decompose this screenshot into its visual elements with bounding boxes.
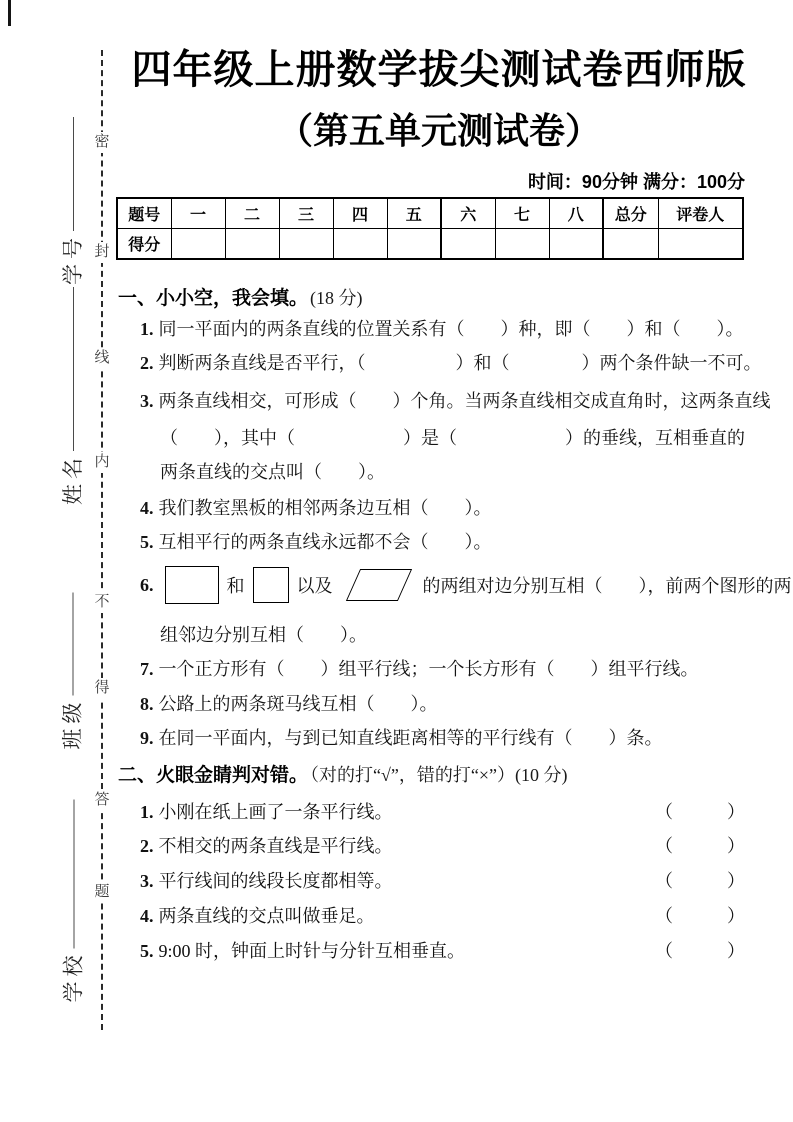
true-false-item-1: 1. 小刚在纸上画了一条平行线。 （ ）: [140, 799, 745, 825]
question-line-9: 9. 在同一平面内，与到已知直线距离相等的平行线有（ ）条。: [140, 728, 663, 748]
question-line-6b: 组邻边分别互相（ ）。: [160, 625, 367, 645]
header-cell: 总分: [603, 198, 658, 229]
seal-char-feng: 封: [93, 242, 111, 263]
section2-title: 二、火眼金睛判对错。: [118, 765, 309, 786]
header-cell: 七: [495, 198, 549, 229]
header-cell: 五: [387, 198, 441, 229]
class-fill-line: [72, 593, 73, 696]
student-id-fill-line: [73, 117, 74, 231]
section1-heading: [118, 283, 363, 310]
seal-char-nei: 内: [93, 452, 111, 473]
true-false-item-2: 2. 不相交的两条直线是平行线。 （ ）: [140, 833, 745, 859]
score-cell: [171, 229, 225, 260]
page-title: 四年级上册数学拔尖测试卷西师版: [131, 48, 747, 92]
seal-char-ti: 题: [93, 882, 111, 903]
seal-char-xian: 线: [93, 348, 111, 369]
question-line-3c: 两条直线的交点叫（ ）。: [160, 462, 385, 482]
header-cell: 八: [549, 198, 603, 229]
school-field: [62, 800, 86, 1003]
parallelogram-shape: [341, 569, 413, 601]
score-cell: [658, 229, 743, 260]
true-false-item-5: 5. 9:00 时，钟面上时针与分针互相垂直。 （ ）: [140, 938, 745, 964]
score-table-score-row: [117, 229, 743, 260]
page-subtitle: （第五单元测试卷）: [276, 110, 601, 151]
exam-info: 时间：90分钟 满分：100分: [527, 172, 745, 192]
student-name-fill-line: [73, 287, 74, 451]
question6-number: 6.: [140, 574, 154, 595]
question-line-3a: 3. 两条直线相交，可形成（ ）个角。当两条直线相交成直角时，这两条直线: [140, 391, 771, 411]
question-line-5: 5. 互相平行的两条直线永远都不会（ ）。: [140, 532, 492, 552]
score-table: [116, 197, 744, 260]
score-cell: [279, 229, 333, 260]
question-line-1: 1. 同一平面内的两条直线的位置关系有（ ）种，即（ ）和（ ）。: [140, 319, 744, 339]
score-cell: [333, 229, 387, 260]
section1-points: (18 分): [310, 288, 363, 308]
score-cell: [387, 229, 441, 260]
score-cell: [441, 229, 495, 260]
score-cell: [549, 229, 603, 260]
question6-text-and: 和: [226, 576, 245, 596]
score-row-label: 得分: [117, 229, 171, 260]
rectangle-shape: [165, 566, 219, 604]
student-id-field: [61, 117, 85, 285]
answer-blank: （ ）: [655, 871, 745, 891]
header-cell: 一: [171, 198, 225, 229]
question-line-8: 8. 公路上的两条斑马线互相（ ）。: [140, 694, 438, 714]
answer-blank: （ ）: [655, 836, 745, 856]
seal-char-da: 答: [93, 790, 111, 811]
true-false-item-3: 3. 平行线间的线段长度都相等。 （ ）: [140, 868, 745, 894]
header-cell: 六: [441, 198, 495, 229]
header-cell: 四: [333, 198, 387, 229]
header-cell: 二: [225, 198, 279, 229]
question6-text-rest: 的两组对边分别互相（ ），前两个图形的两: [422, 576, 792, 596]
seal-char-de: 得: [93, 678, 111, 699]
section2-heading: [118, 760, 568, 787]
score-cell: [495, 229, 549, 260]
school-fill-line: [73, 800, 74, 949]
question-line-4: 4. 我们教室黑板的相邻两条边互相（ ）。: [140, 498, 492, 518]
answer-blank: （ ）: [655, 941, 745, 961]
header-cell: 评卷人: [658, 198, 743, 229]
class-label: 班级: [60, 697, 84, 750]
question-line-3b: （ ），其中（ ）是（ ）的垂线，互相垂直的: [160, 428, 745, 448]
section2-points: （对的打“√”，错的打“×”）(10 分): [310, 765, 568, 785]
seal-char-bu: 不: [93, 592, 111, 613]
answer-blank: （ ）: [655, 802, 745, 822]
question-line-2: 2. 判断两条直线是否平行，（ ）和（ ）两个条件缺一不可。: [140, 353, 762, 373]
true-false-item-4: 4. 两条直线的交点叫做垂足。 （ ）: [140, 903, 745, 929]
student-id-label: 学号: [60, 233, 85, 285]
seal-char-mi: 密: [93, 132, 111, 153]
scan-artifact: [8, 0, 11, 26]
answer-blank: （ ）: [655, 906, 745, 926]
section1-title: 一、小小空，我会填。: [118, 288, 309, 309]
student-name-field: [61, 287, 85, 505]
header-cell: 题号: [117, 198, 171, 229]
score-table-header-row: [117, 198, 743, 229]
score-cell: [225, 229, 279, 260]
header-cell: 三: [279, 198, 333, 229]
student-name-label: 姓名: [60, 453, 85, 505]
question6-text-yiji: 以及: [296, 576, 333, 596]
question-line-6a: [140, 566, 792, 604]
score-cell: [603, 229, 658, 260]
question-line-7: 7. 一个正方形有（ ）组平行线；一个长方形有（ ）组平行线。: [140, 659, 699, 679]
square-shape: [253, 567, 289, 603]
class-field: [61, 593, 85, 750]
school-label: 学校: [61, 950, 85, 1003]
